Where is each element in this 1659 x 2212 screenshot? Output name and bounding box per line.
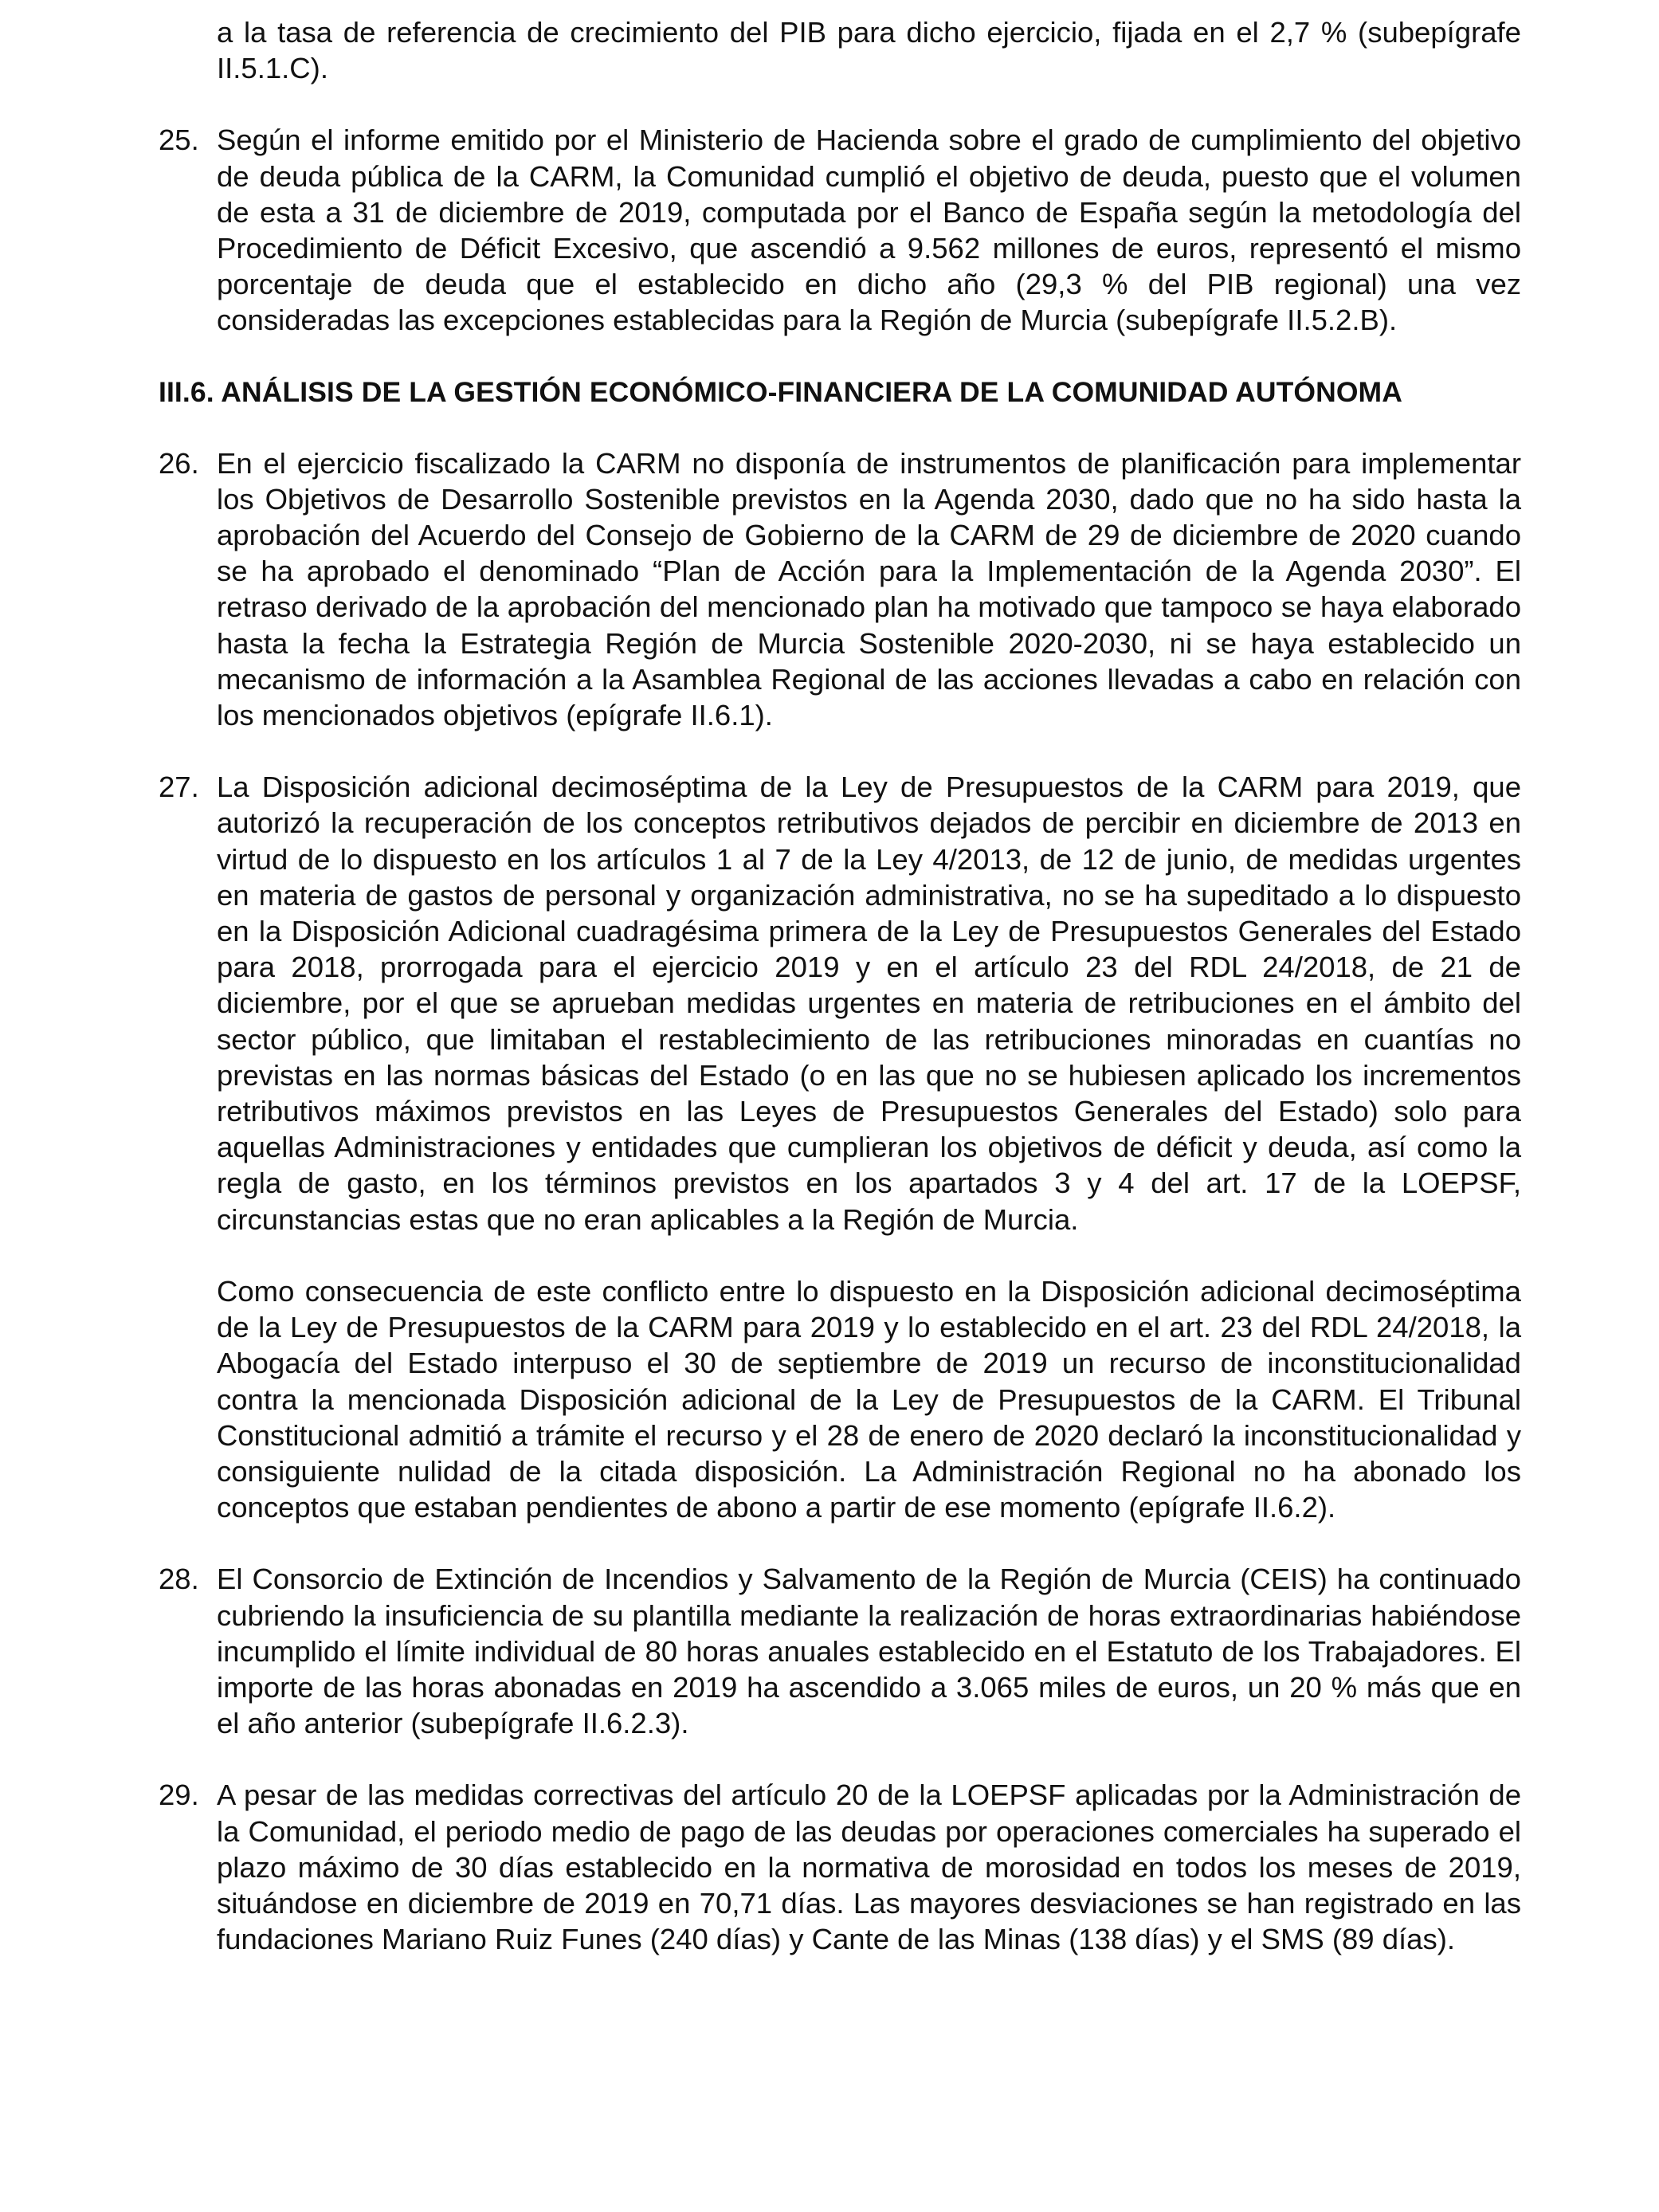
paragraph-text: A pesar de las medidas correctivas del artículo 20 de la LOEPSF aplicadas por la Administración de la Comunidad, el periodo medio de pago de las deudas por operaciones comerciales ha superado el plazo máximo de 30 días establecido en la normativa de morosidad en todos los meses de 2019, situándose en diciembre de 2019 en 70,71 días. Las mayores desviaciones se han registrado en las fundaciones Mariano Ruiz Funes (240 días) y Cante de las Minas (138 días) y el SMS (89 días).	[217, 1779, 1521, 1956]
paragraph-text: El Consorcio de Extinción de Incendios y Salvamento de la Región de Murcia (CEIS) ha continuado cubriendo la insuficiencia de su plantilla mediante la realización de horas extraordinarias habiéndose incumplido el límite individual de 80 horas anuales establecido en el Estatuto de los Trabajadores. El importe de las horas abonadas en 2019 ha ascendido a 3.065 miles de euros, un 20 % más que en el año anterior (subepígrafe II.6.2.3).	[217, 1563, 1521, 1740]
paragraph-29	[159, 1777, 1521, 1957]
paragraph-text: En el ejercicio fiscalizado la CARM no disponía de instrumentos de planificación para implementar los Objetivos de Desarrollo Sostenible previstos en la Agenda 2030, dado que no ha sido hasta la aprobación del Acuerdo del Consejo de Gobierno de la CARM de 29 de diciembre de 2020 cuando se ha aprobado el denominado “Plan de Acción para la Implementación de la Agenda 2030”. El retraso derivado de la aprobación del mencionado plan ha motivado que tampoco se haya elaborado hasta la fecha la Estrategia Región de Murcia Sostenible 2020-2030, ni se haya establecido un mecanismo de información a la Asamblea Regional de las acciones llevadas a cabo en relación con los mencionados objetivos (epígrafe II.6.1).	[217, 446, 1521, 732]
document-body	[159, 14, 1521, 1993]
paragraph-26	[159, 445, 1521, 734]
paragraph-number: 29.	[159, 1779, 199, 1812]
paragraph-28	[159, 1561, 1521, 1741]
paragraph-text: Según el informe emitido por el Ministerio de Hacienda sobre el grado de cumplimiento del objetivo de deuda pública de la CARM, la Comunidad cumplió el objetivo de deuda, puesto que el volumen de esta a 31 de diciembre de 2019, computada por el Banco de España según la metodología del Procedimiento de Déficit Excesivo, que ascendió a 9.562 millones de euros, representó el mismo porcentaje de deuda que el establecido en dicho año (29,3 % del PIB regional) una vez consideradas las excepciones establecidas para la Región de Murcia (subepígrafe II.5.2.B).	[217, 124, 1521, 337]
paragraph-25	[159, 122, 1521, 338]
paragraph-text: La Disposición adicional decimoséptima de la Ley de Presupuestos de la CARM para 2019, que autorizó la recuperación de los conceptos retributivos dejados de percibir en diciembre de 2013 en virtud de lo dispuesto en los artículos 1 al 7 de la Ley 4/2013, de 12 de junio, de medidas urgentes en materia de gastos de personal y organización administrativa, no se ha supeditado a lo dispuesto en la Disposición Adicional cuadragésima primera de la Ley de Presupuestos Generales del Estado para 2018, prorrogada para el ejercicio 2019 y en el artículo 23 del RDL 24/2018, de 21 de diciembre, por el que se aprueban medidas urgentes en materia de retribuciones en el ámbito del sector público, que limitaban el restablecimiento de las retribuciones minoradas en cuantías no previstas en las normas básicas del Estado (o en las que no se hubiesen aplicado los incrementos retributivos máximos previstos en las Leyes de Presupuestos Generales del Estado) solo para aquellas Administraciones y entidades que cumplieran los objetivos de déficit y deuda, así como la regla de gasto, en los términos previstos en los apartados 3 y 4 del art. 17 de la LOEPSF, circunstancias estas que no eran aplicables a la Región de Murcia.	[217, 771, 1521, 1236]
paragraph-number: 26.	[159, 446, 199, 480]
paragraph-number: 28.	[159, 1563, 199, 1596]
paragraph-27	[159, 769, 1521, 1237]
paragraph-number: 25.	[159, 124, 199, 157]
paragraph-number: 27.	[159, 771, 199, 804]
paragraph-24-continuation: a la tasa de referencia de crecimiento del PIB para dicho ejercicio, fijada en el 2,7 % (subepígrafe II.5.1.C).	[217, 16, 1521, 85]
paragraph-27-continued	[159, 1273, 1521, 1525]
section-heading: III.6. ANÁLISIS DE LA GESTIÓN ECONÓMICO-FINANCIERA DE LA COMUNIDAD AUTÓNOMA	[159, 375, 1402, 408]
paragraph-text: Como consecuencia de este conflicto entre lo dispuesto en la Disposición adicional decimoséptima de la Ley de Presupuestos de la CARM para 2019 y lo establecido en el art. 23 del RDL 24/2018, la Abogacía del Estado interpuso el 30 de septiembre de 2019 un recurso de inconstitucionalidad contra la mencionada Disposición adicional de la Ley de Presupuestos de la CARM. El Tribunal Constitucional admitió a trámite el recurso y el 28 de enero de 2020 declaró la inconstitucionalidad y consiguiente nulidad de la citada disposición. La Administración Regional no ha abonado los conceptos que estaban pendientes de abono a partir de ese momento (epígrafe II.6.2).	[217, 1274, 1521, 1524]
